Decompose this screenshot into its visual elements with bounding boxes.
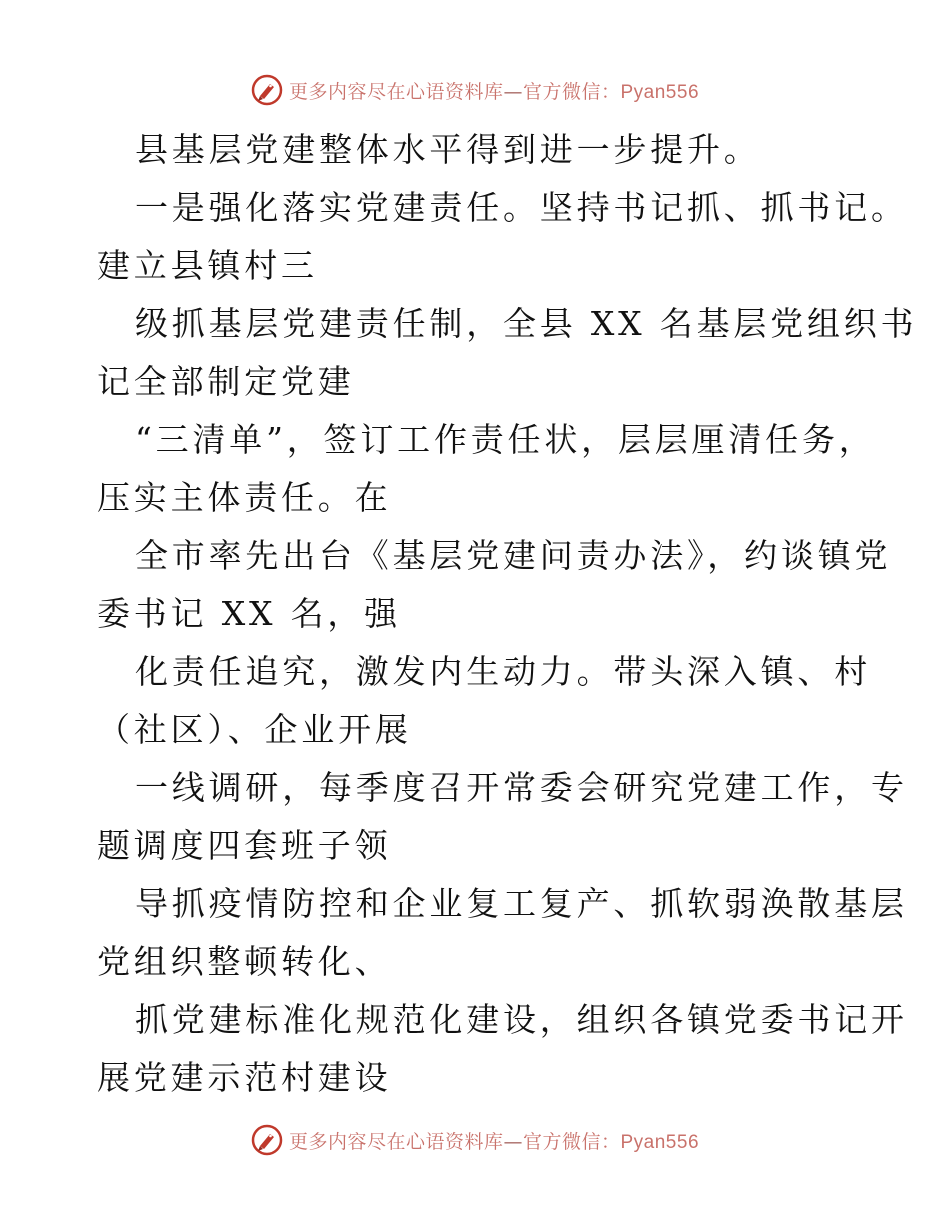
watermark-main: 更多内容尽在心语资料库 <box>288 80 504 103</box>
watermark-suffix: 官方微信： <box>522 80 621 103</box>
text-line: 化责任追究，激发内生动力。带头深入镇、村 <box>135 652 871 691</box>
pen-nib-logo-icon <box>251 74 283 106</box>
footer-watermark <box>0 1120 950 1160</box>
text-line: 级抓基层党建责任制，全县 XX 名基层党组织书 <box>135 304 918 343</box>
text-line: （社区）、企业开展 <box>97 710 412 749</box>
pen-nib-logo-icon <box>251 1124 283 1156</box>
text-line: “三清单”，签订工作责任状，层层厘清任务， <box>135 420 876 459</box>
watermark-separator: — <box>503 80 523 103</box>
text-line: 建立县镇村三 <box>97 246 318 285</box>
text-line: 全市率先出台《基层党建问责办法》，约谈镇党 <box>135 536 892 575</box>
watermark-account: Pyan556 <box>620 1131 700 1153</box>
text-line: 县基层党建整体水平得到进一步提升。 <box>135 130 761 169</box>
text-line: 一是强化落实党建责任。坚持书记抓、抓书记。 <box>135 188 908 227</box>
text-line: 委书记 XX 名，强 <box>97 594 401 633</box>
watermark-main: 更多内容尽在心语资料库 <box>288 1130 504 1153</box>
watermark-account: Pyan556 <box>620 81 700 103</box>
watermark-text <box>289 77 699 104</box>
text-line: 党组织整顿转化、 <box>97 942 392 981</box>
text-line: 一线调研，每季度召开常委会研究党建工作，专 <box>135 768 908 807</box>
text-line: 压实主体责任。在 <box>97 478 392 517</box>
header-watermark <box>0 70 950 110</box>
text-line: 题调度四套班子领 <box>97 826 392 865</box>
text-line: 抓党建标准化规范化建设，组织各镇党委书记开 <box>135 1000 908 1039</box>
text-line: 导抓疫情防控和企业复工复产、抓软弱涣散基层 <box>135 884 908 923</box>
watermark-suffix: 官方微信： <box>522 1130 621 1153</box>
watermark-separator: — <box>503 1130 523 1153</box>
watermark-text <box>289 1127 699 1154</box>
text-line: 记全部制定党建 <box>97 362 355 401</box>
text-line: 展党建示范村建设 <box>97 1058 392 1097</box>
